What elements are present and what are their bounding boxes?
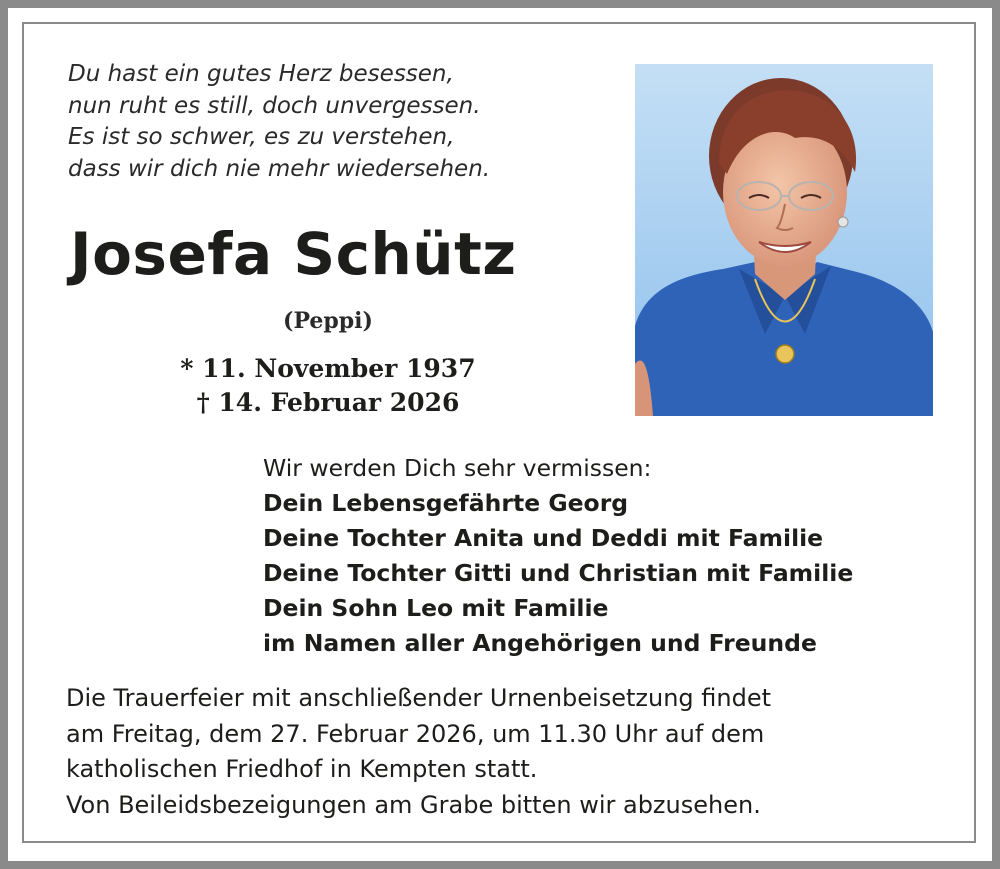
life-dates xyxy=(8,352,648,420)
service-line: katholischen Friedhof in Kempten statt. xyxy=(66,755,538,783)
portrait-photo-icon xyxy=(635,64,933,416)
portrait-photo xyxy=(635,64,933,416)
deceased-name: Josefa Schütz xyxy=(70,220,517,288)
poem-line: Es ist so schwer, es zu verstehen, xyxy=(68,124,455,150)
service-line: am Freitag, dem 27. Februar 2026, um 11.30 Uhr auf dem xyxy=(66,719,765,748)
service-line: Die Trauerfeier mit anschließender Urnenbeisetzung findet xyxy=(66,684,772,712)
service-line: Von Beileidsbezeigungen am Grabe bitten wir abzusehen. xyxy=(66,790,761,819)
mourner-line: Deine Tochter Gitti und Christian mit Familie xyxy=(263,559,854,587)
obituary-card xyxy=(8,8,992,861)
mourners-intro: Wir werden Dich sehr vermissen: xyxy=(263,454,652,482)
poem-line: Du hast ein gutes Herz besessen, xyxy=(68,61,454,87)
deceased-nickname: (Peppi) xyxy=(283,308,373,334)
mourner-line: Dein Sohn Leo mit Familie xyxy=(263,594,609,622)
poem xyxy=(68,59,490,185)
mourner-line: im Namen aller Angehörigen und Freunde xyxy=(263,629,817,657)
mourners-list xyxy=(263,451,853,661)
death-date: † 14. Februar 2026 xyxy=(196,388,460,417)
mourner-line: Dein Lebensgefährte Georg xyxy=(263,489,629,517)
mourner-line: Deine Tochter Anita und Deddi mit Familie xyxy=(263,524,824,552)
poem-line: nun ruht es still, doch unvergessen. xyxy=(68,92,481,119)
birth-date: * 11. November 1937 xyxy=(180,354,476,383)
poem-line: dass wir dich nie mehr wiedersehen. xyxy=(68,155,491,182)
service-notice xyxy=(66,681,771,823)
